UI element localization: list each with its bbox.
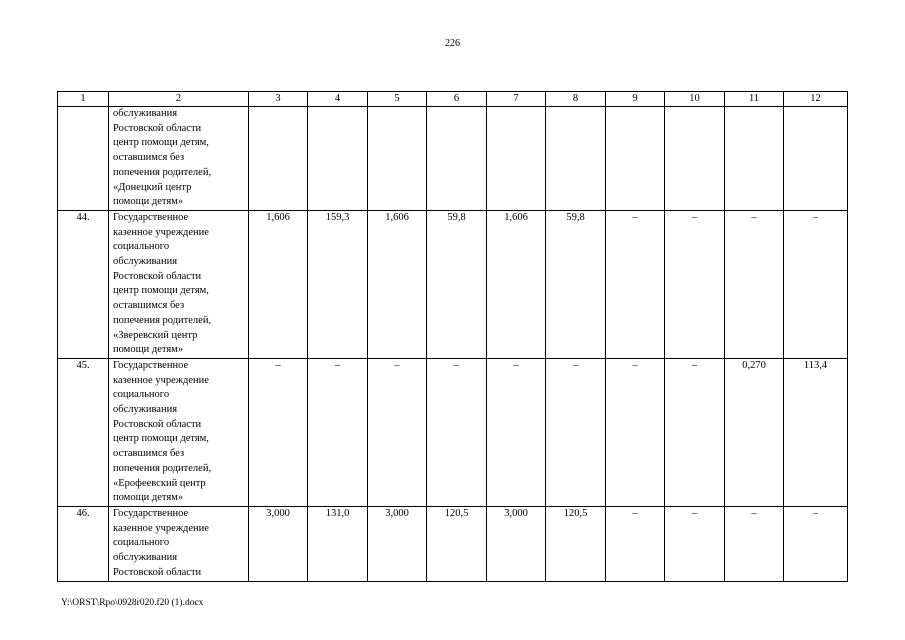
value-cell-col-8: 59,8 bbox=[546, 210, 606, 358]
value-cell-col-6: 120,5 bbox=[427, 506, 487, 581]
institution-name-line: попечения родителей, bbox=[113, 462, 212, 474]
institution-name bbox=[109, 210, 249, 358]
institution-name-line: оставшимся без bbox=[113, 152, 185, 164]
value-cell-col-8: – bbox=[546, 358, 606, 506]
value-cell-col-12: – bbox=[784, 506, 848, 581]
institution-name-line: «Донецкий центр bbox=[113, 181, 192, 193]
table-row bbox=[58, 506, 848, 581]
institution-name-line: обслуживания bbox=[113, 256, 178, 268]
institution-name-line: социального bbox=[113, 537, 170, 549]
table-row bbox=[58, 107, 848, 211]
value-cell-col-9 bbox=[606, 107, 665, 211]
column-header-11: 11 bbox=[725, 92, 784, 107]
value-cell-col-12 bbox=[784, 107, 848, 211]
column-header-10: 10 bbox=[665, 92, 725, 107]
institution-name-line: казенное учреждение bbox=[113, 522, 209, 534]
institution-name-line: Ростовской области bbox=[113, 418, 202, 430]
institution-name-line: социального bbox=[113, 389, 170, 401]
institution-name-line: казенное учреждение bbox=[113, 374, 209, 386]
value-cell-col-5: 1,606 bbox=[368, 210, 427, 358]
value-cell-col-7 bbox=[487, 107, 546, 211]
header-row bbox=[58, 92, 848, 107]
value-cell-col-11: 0,270 bbox=[725, 358, 784, 506]
value-cell-col-7: – bbox=[487, 358, 546, 506]
institution-name-line: центр помощи детям, bbox=[113, 285, 209, 297]
table-body bbox=[58, 107, 848, 582]
institution-name bbox=[109, 358, 249, 506]
value-cell-col-5 bbox=[368, 107, 427, 211]
institution-name-line: помощи детям» bbox=[113, 492, 184, 504]
institution-name-line: обслуживания bbox=[113, 108, 178, 119]
value-cell-col-11 bbox=[725, 107, 784, 211]
institution-name-line: оставшимся без bbox=[113, 448, 185, 460]
institution-name-line: социального bbox=[113, 241, 170, 253]
value-cell-col-10: – bbox=[665, 358, 725, 506]
value-cell-col-4: 159,3 bbox=[308, 210, 368, 358]
value-cell-col-8 bbox=[546, 107, 606, 211]
value-cell-col-3 bbox=[249, 107, 308, 211]
column-header-5: 5 bbox=[368, 92, 427, 107]
institution-name-line: казенное учреждение bbox=[113, 226, 209, 238]
column-header-2: 2 bbox=[109, 92, 249, 107]
table-header bbox=[58, 92, 848, 107]
institution-name-line: оставшимся без bbox=[113, 300, 185, 312]
value-cell-col-3: 3,000 bbox=[249, 506, 308, 581]
institution-name-line: помощи детям» bbox=[113, 344, 184, 356]
institution-name-line: центр помощи детям, bbox=[113, 433, 209, 445]
institution-name-line: Ростовской области bbox=[113, 270, 202, 282]
value-cell-col-12: – bbox=[784, 210, 848, 358]
value-cell-col-10 bbox=[665, 107, 725, 211]
value-cell-col-4: – bbox=[308, 358, 368, 506]
value-cell-col-8: 120,5 bbox=[546, 506, 606, 581]
value-cell-col-3: 1,606 bbox=[249, 210, 308, 358]
data-table bbox=[57, 91, 848, 582]
value-cell-col-4 bbox=[308, 107, 368, 211]
institution-name-line: «Зверевский центр bbox=[113, 329, 198, 341]
value-cell-col-11: – bbox=[725, 506, 784, 581]
institution-name-line: попечения родителей, bbox=[113, 314, 212, 326]
page-number: 226 bbox=[445, 38, 460, 49]
row-number bbox=[58, 107, 109, 211]
institution-name-line: Государственное bbox=[113, 507, 189, 519]
value-cell-col-10: – bbox=[665, 506, 725, 581]
value-cell-col-6 bbox=[427, 107, 487, 211]
table-row bbox=[58, 358, 848, 506]
value-cell-col-9: – bbox=[606, 210, 665, 358]
value-cell-col-12: 113,4 bbox=[784, 358, 848, 506]
value-cell-col-11: – bbox=[725, 210, 784, 358]
column-header-6: 6 bbox=[427, 92, 487, 107]
institution-name-line: Ростовской области bbox=[113, 566, 202, 578]
institution-name-line: центр помощи детям, bbox=[113, 137, 209, 149]
column-header-7: 7 bbox=[487, 92, 546, 107]
column-header-8: 8 bbox=[546, 92, 606, 107]
column-header-1: 1 bbox=[58, 92, 109, 107]
column-header-12: 12 bbox=[784, 92, 848, 107]
value-cell-col-7: 1,606 bbox=[487, 210, 546, 358]
column-header-4: 4 bbox=[308, 92, 368, 107]
value-cell-col-7: 3,000 bbox=[487, 506, 546, 581]
institution-name-line: Ростовской области bbox=[113, 122, 202, 134]
value-cell-col-5: – bbox=[368, 358, 427, 506]
value-cell-col-4: 131,0 bbox=[308, 506, 368, 581]
row-number: 44. bbox=[58, 210, 109, 358]
footer-file-path: Y:\ORST\Rpo\0928r020.f20 (1).docx bbox=[61, 598, 204, 608]
row-number: 46. bbox=[58, 506, 109, 581]
value-cell-col-9: – bbox=[606, 506, 665, 581]
value-cell-col-6: 59,8 bbox=[427, 210, 487, 358]
value-cell-col-9: – bbox=[606, 358, 665, 506]
value-cell-col-5: 3,000 bbox=[368, 506, 427, 581]
row-number: 45. bbox=[58, 358, 109, 506]
institution-name bbox=[109, 107, 249, 211]
value-cell-col-10: – bbox=[665, 210, 725, 358]
column-header-3: 3 bbox=[249, 92, 308, 107]
institution-name-line: «Ерофеевский центр bbox=[113, 477, 206, 489]
institution-name-line: Государственное bbox=[113, 359, 189, 371]
institution-name-line: Государственное bbox=[113, 211, 189, 223]
value-cell-col-6: – bbox=[427, 358, 487, 506]
table-row bbox=[58, 210, 848, 358]
institution-name-line: помощи детям» bbox=[113, 196, 184, 208]
institution-name bbox=[109, 506, 249, 581]
institution-name-line: попечения родителей, bbox=[113, 166, 212, 178]
value-cell-col-3: – bbox=[249, 358, 308, 506]
institution-name-line: обслуживания bbox=[113, 404, 178, 416]
column-header-9: 9 bbox=[606, 92, 665, 107]
institution-name-line: обслуживания bbox=[113, 552, 178, 564]
